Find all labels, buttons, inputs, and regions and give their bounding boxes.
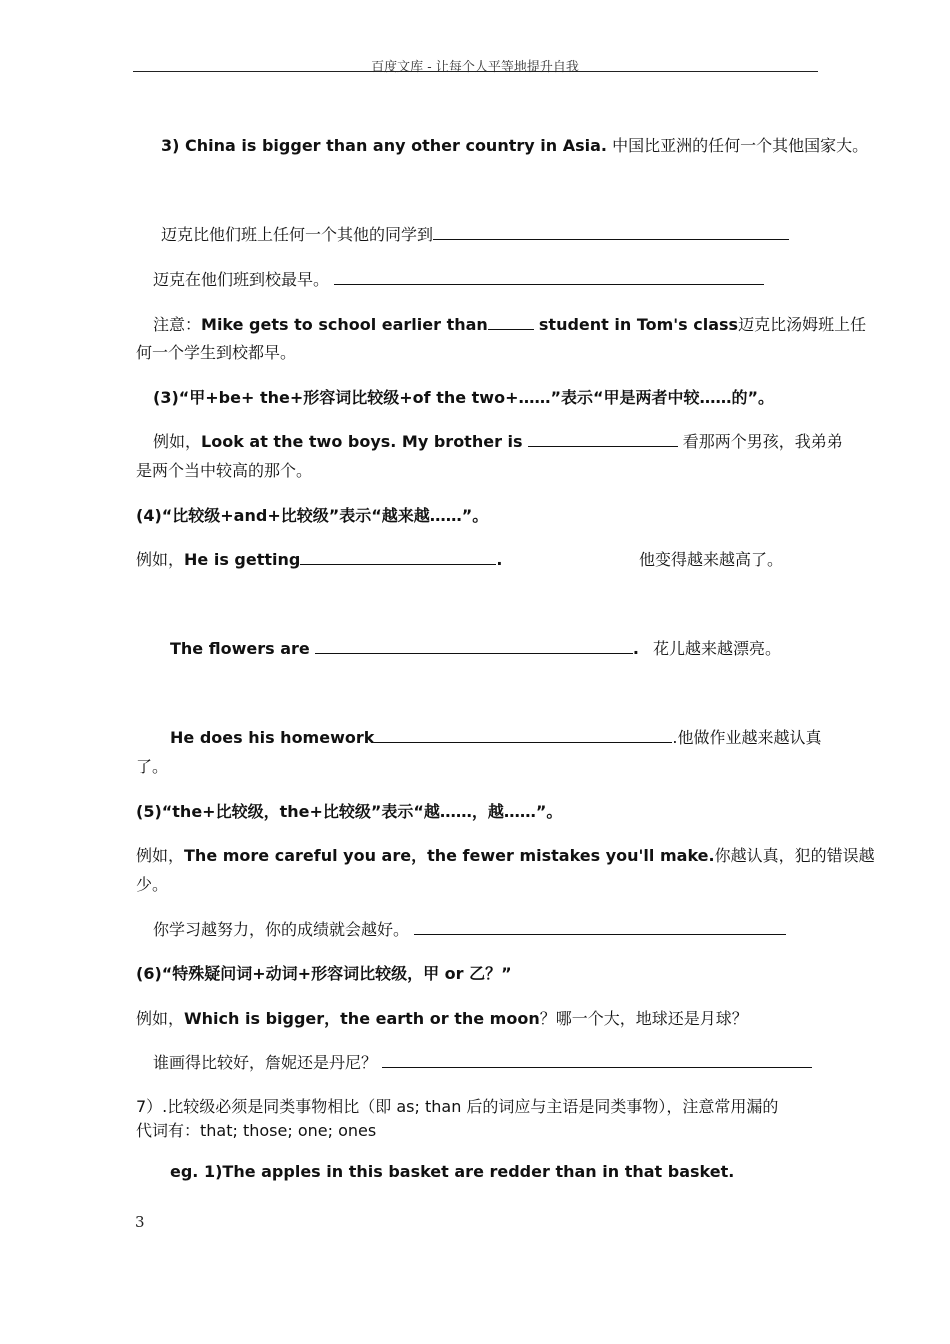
answer-blank[interactable]: [528, 432, 678, 447]
note-chinese: 迈克比汤姆班上任: [738, 315, 867, 334]
exercise-chinese: 谁画得比较好，詹妮还是丹尼？: [153, 1053, 378, 1072]
page-number: 3: [135, 1213, 145, 1231]
example-chinese: 中国比亚洲的任何一个其他国家大。: [612, 136, 869, 155]
exercise-chinese: 迈克在他们班到校最早。: [153, 270, 330, 289]
answer-blank[interactable]: [300, 550, 496, 565]
answer-blank[interactable]: [334, 270, 764, 285]
example-chinese: 看那两个男孩，我弟弟: [682, 432, 843, 451]
example-english: Which is bigger，the earth or the moon: [184, 1009, 540, 1028]
rule-6-heading: (6)“特殊疑问词+动词+形容词比较级，甲 or 乙？”: [136, 964, 512, 983]
exercise-line-homework-continued: 了。: [136, 757, 169, 776]
page-header: 百度文库 - 让每个人平等地提升自我: [371, 60, 579, 75]
example-english: He is getting: [184, 550, 301, 569]
example-chinese-getting: 他变得越来越高了。: [639, 550, 784, 569]
period: .: [496, 550, 503, 569]
answer-blank[interactable]: [488, 315, 534, 330]
example-chinese: ？哪一个大，地球还是月球？: [539, 1009, 748, 1028]
answer-blank[interactable]: [414, 920, 786, 935]
example-english: 3) China is bigger than any other country in Asia.: [161, 136, 607, 155]
example-line-1: [161, 136, 868, 156]
example-line-boys-continued: 是两个当中较高的那个。: [136, 461, 313, 480]
answer-blank[interactable]: [315, 639, 633, 654]
note-prefix: 注意：: [153, 315, 202, 334]
exercise-line-drawing: [153, 1053, 812, 1073]
exercise-chinese: 你学习越努力，你的成绩就会越好。: [153, 920, 410, 939]
header-divider: [133, 71, 818, 72]
exercise-chinese-flowers: 花儿越来越漂亮。: [653, 639, 782, 658]
example-prefix: 例如，: [136, 846, 185, 865]
example-line-careful-continued: 少。: [136, 875, 169, 894]
answer-blank[interactable]: [382, 1053, 812, 1068]
period: .: [632, 639, 639, 658]
exercise-line-mike-2: [153, 270, 764, 290]
exercise-line-mike-1: [161, 225, 789, 245]
example-line-boys: [153, 432, 843, 452]
example-english: The more careful you are，the fewer mistakes you'll make.: [184, 846, 715, 865]
note-line: [153, 315, 866, 335]
example-line-getting: [136, 550, 502, 570]
exercise-english: The flowers are: [170, 639, 310, 658]
answer-blank[interactable]: [374, 728, 672, 743]
exercise-line-homework: [170, 728, 821, 748]
note-english-a: Mike gets to school earlier than: [201, 315, 488, 334]
example-line-careful: [136, 846, 875, 866]
exercise-chinese: .他做作业越来越认真: [672, 728, 822, 747]
exercise-chinese: 迈克比他们班上任何一个其他的同学到: [161, 225, 434, 244]
exercise-line-study: [153, 920, 786, 940]
exercise-line-flowers: [170, 639, 639, 659]
rule-5-heading: (5)“the+比较级，the+比较级”表示“越……，越……”。: [136, 802, 563, 821]
rule-3-heading: (3)“甲+be+ the+形容词比较级+of the two+……”表示“甲是两者中较……的”。: [153, 388, 775, 407]
rule-7-heading: 7）.比较级必须是同类事物相比（即 as; than 后的词应与主语是同类事物），注意常用漏的: [136, 1097, 779, 1116]
note-line-continued: 何一个学生到校都早。: [136, 343, 297, 362]
answer-blank[interactable]: [433, 225, 789, 240]
rule-4-heading: (4)“比较级+and+比较级”表示“越来越……”。: [136, 506, 489, 525]
example-prefix: 例如，: [136, 1009, 185, 1028]
example-english: Look at the two boys. My brother is: [201, 432, 523, 451]
example-line-apples: eg. 1)The apples in this basket are redder than in that basket.: [170, 1162, 735, 1181]
rule-7-heading-continued: 代词有：that; those; one; ones: [136, 1121, 377, 1140]
exercise-english: He does his homework: [170, 728, 375, 747]
example-prefix: 例如，: [153, 432, 202, 451]
example-chinese: 你越认真，犯的错误越: [714, 846, 875, 865]
note-english-b: student in Tom's class: [538, 315, 739, 334]
example-prefix: 例如，: [136, 550, 185, 569]
example-line-earth-moon: [136, 1009, 748, 1029]
